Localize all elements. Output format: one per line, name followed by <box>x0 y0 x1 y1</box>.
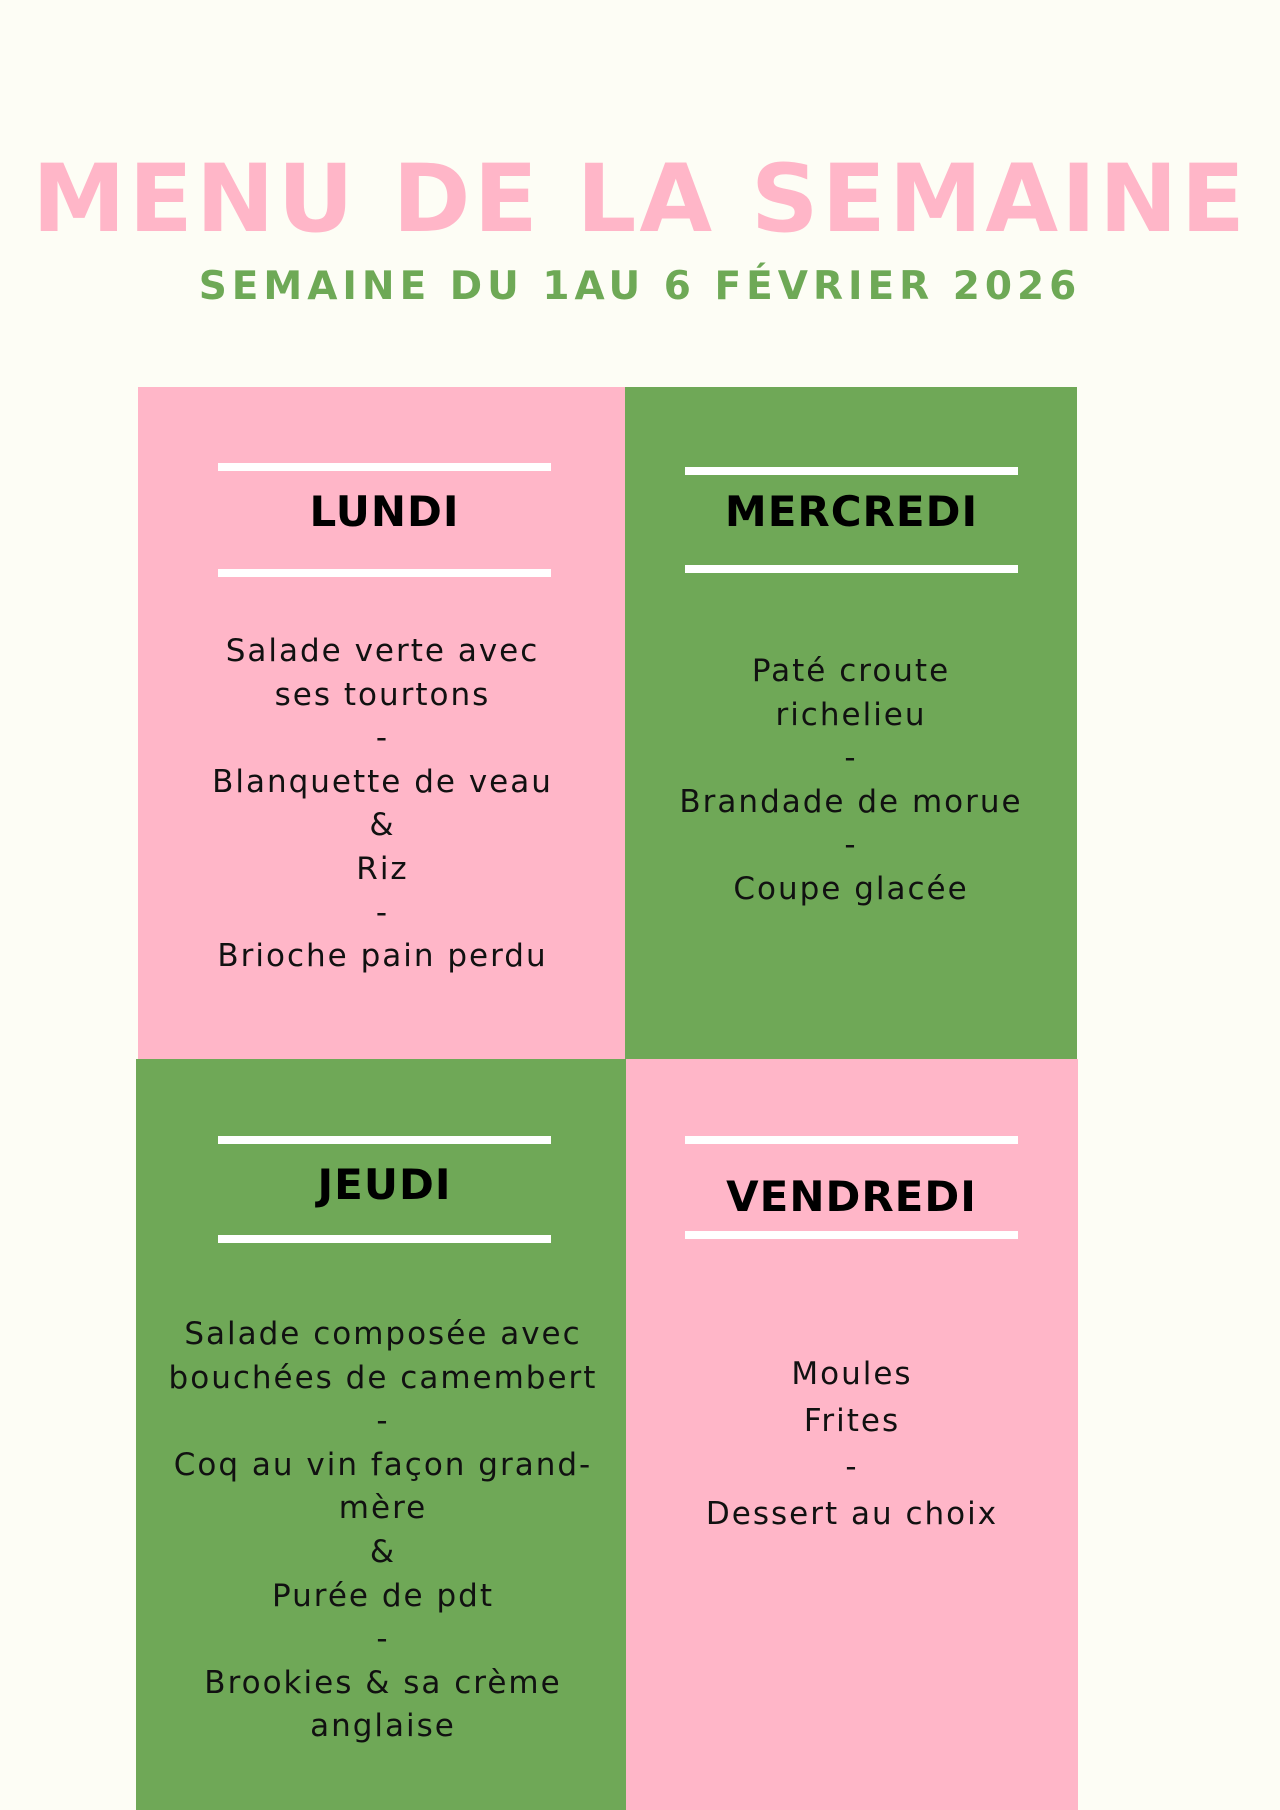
menu-item: & <box>369 1533 397 1570</box>
day-title: LUNDI <box>309 487 460 536</box>
menu-item: Brandade de morue <box>679 783 1023 820</box>
menu-item: Riz <box>356 850 409 887</box>
menu-item: - <box>376 1621 390 1658</box>
menu-item: - <box>376 1403 390 1440</box>
menu-list-mercredi <box>637 650 1065 912</box>
menu-item: anglaise <box>310 1708 456 1745</box>
menu-item: mère <box>338 1490 428 1527</box>
menu-item: bouchées de camembert <box>168 1359 598 1396</box>
divider-top <box>685 1136 1018 1144</box>
day-title: MERCREDI <box>724 487 979 536</box>
divider-top <box>685 467 1018 475</box>
menu-item: Dessert au choix <box>705 1495 999 1532</box>
day-title: VENDREDI <box>726 1172 977 1221</box>
page-title: MENU DE LA SEMAINE <box>32 145 1248 254</box>
menu-list-jeudi <box>148 1313 618 1749</box>
menu-item: & <box>369 807 396 844</box>
divider-bottom <box>218 569 551 577</box>
menu-item: richelieu <box>775 696 927 733</box>
menu-item: Coq au vin façon grand- <box>173 1446 593 1483</box>
page-subtitle: SEMAINE DU 1AU 6 FÉVRIER 2026 <box>198 264 1082 309</box>
day-title: JEUDI <box>317 1160 452 1209</box>
menu-list-lundi <box>150 630 615 979</box>
menu-item: Brioche pain perdu <box>217 938 548 975</box>
menu-item: Coupe glacée <box>733 870 969 907</box>
menu-item: Purée de pdt <box>272 1577 494 1614</box>
menu-item: Salade verte avec <box>225 633 540 669</box>
menu-item: Moules <box>791 1356 913 1392</box>
menu-list-vendredi <box>638 1351 1066 1537</box>
menu-item: Brookies & sa crème <box>204 1664 562 1701</box>
divider-top <box>218 463 551 471</box>
divider-top <box>218 1136 551 1144</box>
divider-bottom <box>685 1231 1018 1239</box>
menu-item: - <box>375 720 390 757</box>
menu-item: Salade composée avec <box>184 1316 582 1352</box>
menu-item: - <box>375 894 390 931</box>
divider-bottom <box>685 565 1018 573</box>
divider-bottom <box>218 1235 551 1243</box>
menu-item: Frites <box>803 1402 901 1439</box>
menu-item: - <box>844 740 858 777</box>
menu-item: - <box>844 827 858 864</box>
menu-item: Blanquette de veau <box>212 763 553 800</box>
menu-item: - <box>845 1449 859 1486</box>
menu-item: Paté croute <box>751 653 951 689</box>
menu-item: ses tourtons <box>274 676 491 713</box>
